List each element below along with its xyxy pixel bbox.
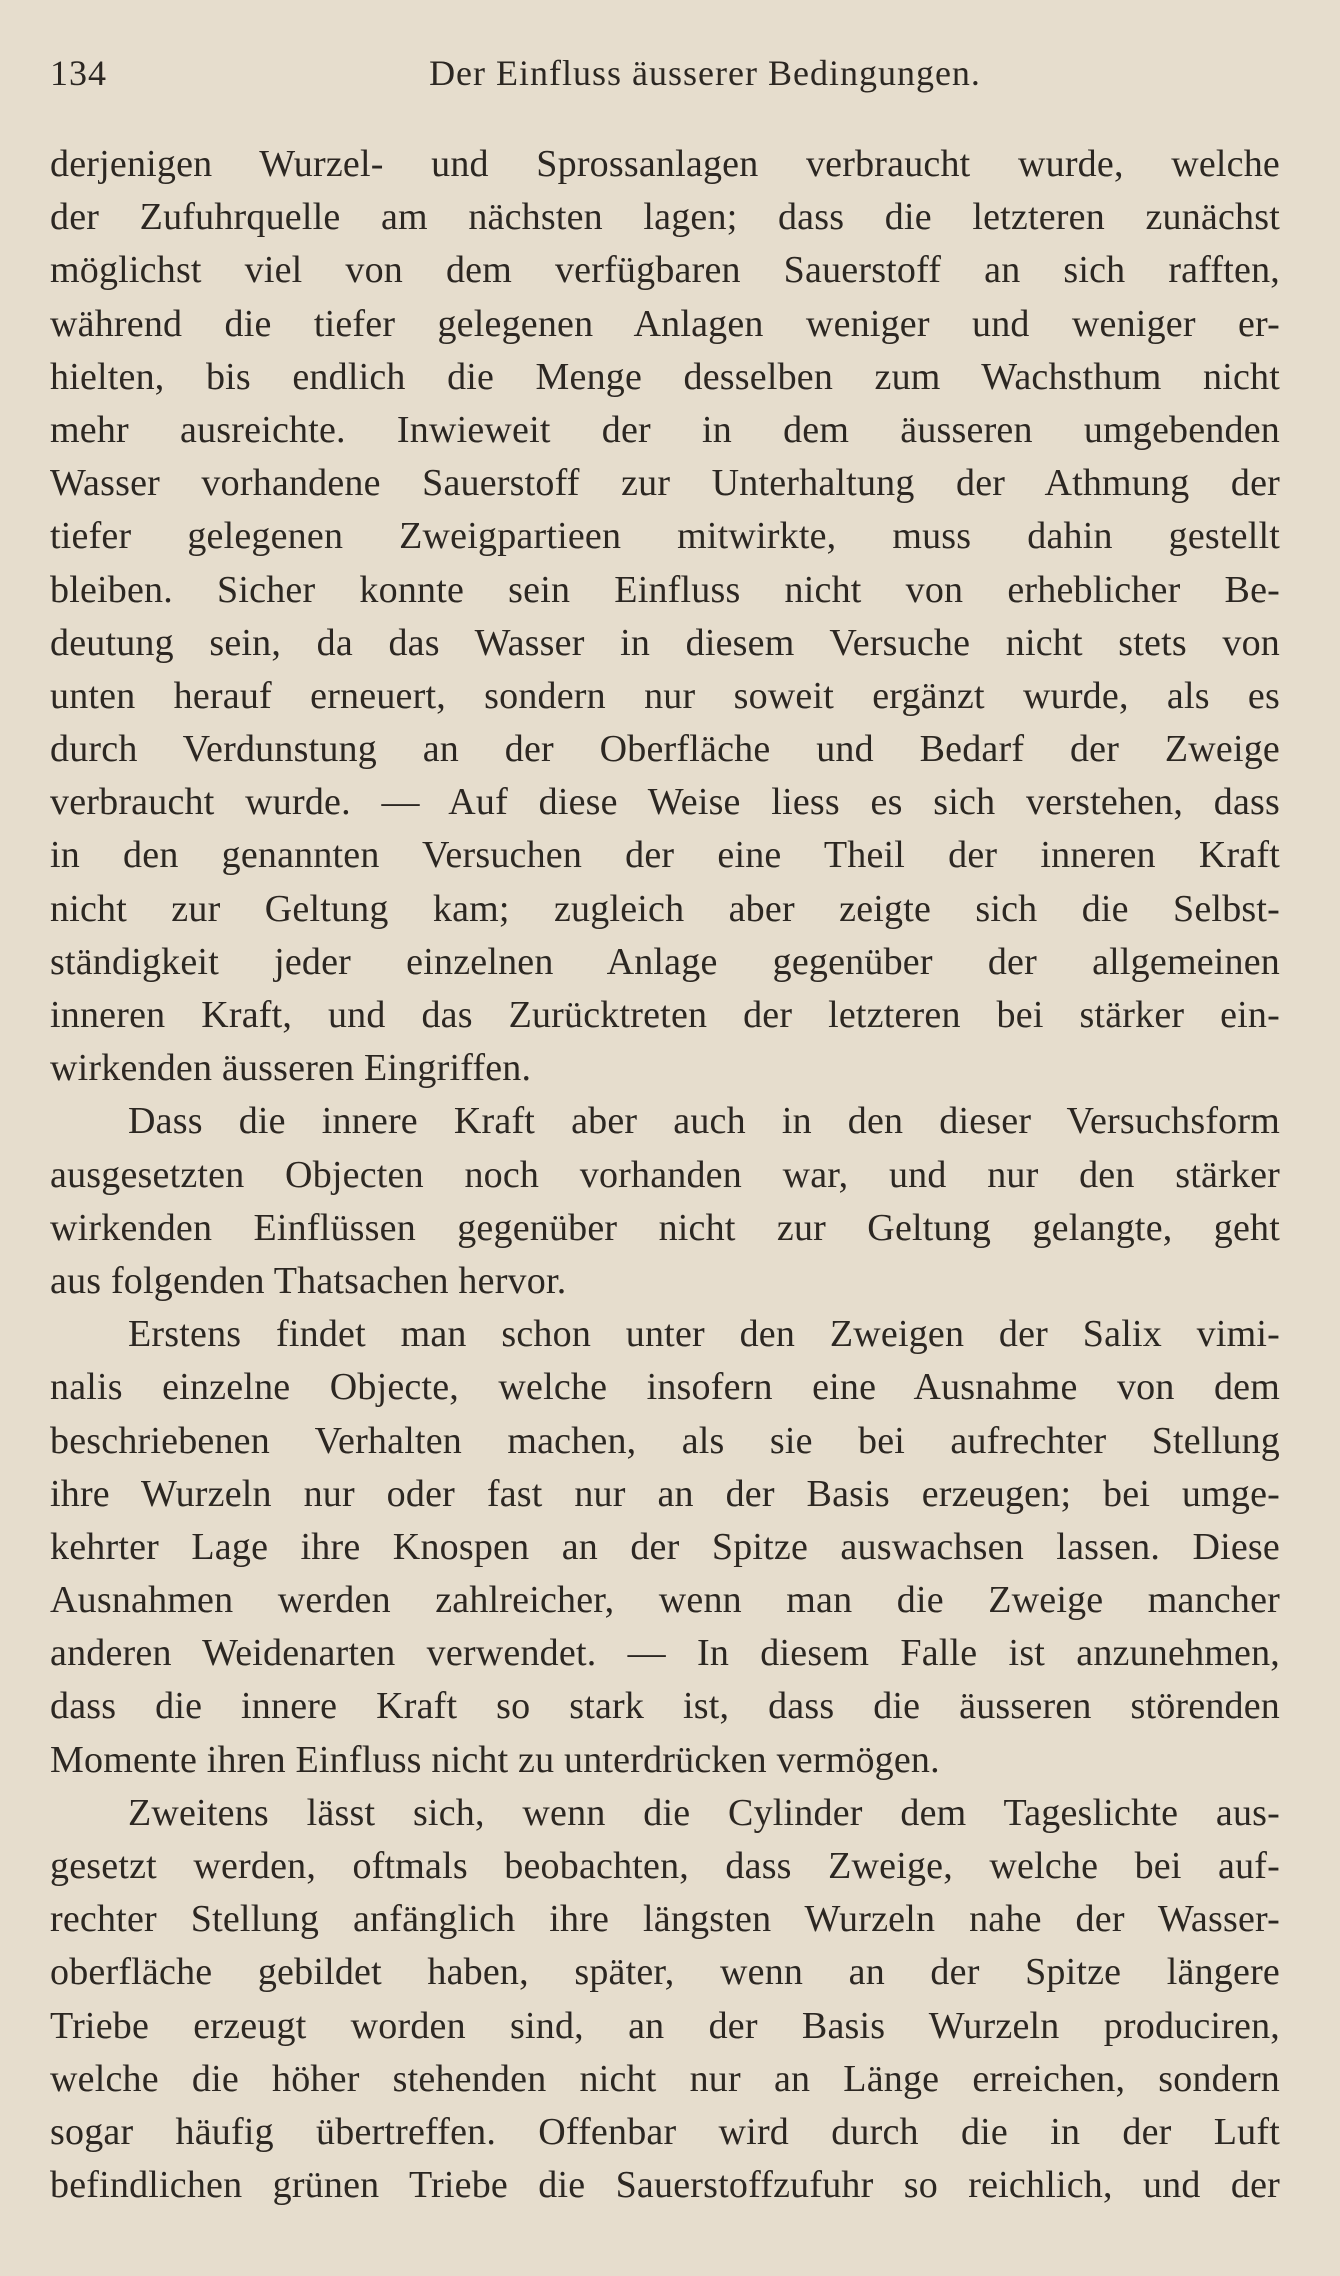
text-line: Zweitens lässt sich, wenn die Cylinder dem Tageslichte aus- [128, 1791, 1280, 1834]
text-line: Erstens findet man schon unter den Zweigen der Salix vimi- [128, 1313, 1280, 1356]
text-line: welche die höher stehenden nicht nur an Länge erreichen, sondern [50, 2057, 1280, 2100]
text-line: ausgesetzten Objecten noch vorhanden war, und nur den stärker [50, 1153, 1280, 1196]
text-line: bleiben. Sicher konnte sein Einfluss nicht von erheblicher Be- [50, 568, 1280, 611]
text-line: kehrter Lage ihre Knospen an der Spitze auswachsen lassen. Diese [50, 1525, 1280, 1568]
text-line: ständigkeit jeder einzelnen Anlage gegenüber der allgemeinen [50, 940, 1280, 983]
text-line: während die tiefer gelegenen Anlagen weniger und weniger er- [50, 302, 1280, 345]
text-line: gesetzt werden, oftmals beobachten, dass Zweige, welche bei auf- [50, 1845, 1280, 1887]
text-line: möglichst viel von dem verfügbaren Sauerstoff an sich rafften, [50, 249, 1280, 292]
text-line: Wasser vorhandene Sauerstoff zur Unterhaltung der Athmung der [50, 462, 1280, 505]
text-line: hielten, bis endlich die Menge desselben zum Wachsthum nicht [50, 355, 1280, 398]
text-line: tiefer gelegenen Zweigpartieen mitwirkte, muss dahin gestellt [50, 515, 1280, 558]
text-line: Ausnahmen werden zahlreicher, wenn man die Zweige mancher [50, 1579, 1280, 1622]
text-line: derjenigen Wurzel- und Sprossanlagen verbraucht wurde, welche [50, 143, 1280, 185]
text-line: mehr ausreichte. Inwieweit der in dem äusseren umgebenden [50, 408, 1280, 451]
text-line: nicht zur Geltung kam; zugleich aber zeigte sich die Selbst- [50, 887, 1280, 930]
text-line: unten herauf erneuert, sondern nur soweit ergänzt wurde, als es [50, 674, 1280, 717]
text-line: sogar häufig übertreffen. Offenbar wird durch die in der Luft [50, 2110, 1280, 2153]
page [50, 52, 1280, 2212]
text-line: wirkenden Einflüssen gegenüber nicht zur Geltung gelangte, geht [50, 1206, 1280, 1249]
text-line: durch Verdunstung an der Oberfläche und Bedarf der Zweige [50, 728, 1280, 771]
page-number: 134 [50, 53, 107, 93]
text-line: nalis einzelne Objecte, welche insofern eine Ausnahme von dem [50, 1366, 1280, 1409]
text-line: befindlichen grünen Triebe die Sauerstoffzufuhr so reichlich, und der [50, 2164, 1280, 2207]
text-line: aus folgenden Thatsachen hervor. [50, 1259, 567, 1302]
page-header [50, 52, 1280, 112]
text-line: in den genannten Versuchen der eine Theil der inneren Kraft [50, 834, 1280, 877]
text-line: beschriebenen Verhalten machen, als sie bei aufrechter Stellung [50, 1419, 1280, 1462]
text-line: dass die innere Kraft so stark ist, dass die äusseren störenden [50, 1685, 1280, 1728]
text-line: ihre Wurzeln nur oder fast nur an der Basis erzeugen; bei umge- [50, 1472, 1280, 1515]
text-line: oberfläche gebildet haben, später, wenn an der Spitze längere [50, 1951, 1280, 1994]
text-line: Momente ihren Einfluss nicht zu unterdrücken vermögen. [50, 1738, 940, 1781]
text-line: rechter Stellung anfänglich ihre längsten Wurzeln nahe der Wasser- [50, 1898, 1280, 1941]
text-line: inneren Kraft, und das Zurücktreten der letzteren bei stärker ein- [50, 994, 1280, 1036]
text-line: der Zufuhrquelle am nächsten lagen; dass die letzteren zunächst [50, 196, 1280, 239]
text-line: wirkenden äusseren Eingriffen. [50, 1047, 532, 1090]
running-title: Der Einfluss äusserer Bedingungen. [429, 53, 981, 93]
text-line: Dass die innere Kraft aber auch in den dieser Versuchsform [128, 1100, 1280, 1143]
text-line: Triebe erzeugt worden sind, an der Basis Wurzeln produciren, [50, 2004, 1280, 2047]
body-text [50, 138, 1280, 2212]
text-line: deutung sein, da das Wasser in diesem Versuche nicht stets von [50, 621, 1280, 664]
text-line: verbraucht wurde. — Auf diese Weise liess es sich verstehen, dass [50, 781, 1280, 824]
text-line: anderen Weidenarten verwendet. — In diesem Falle ist anzunehmen, [50, 1632, 1280, 1675]
